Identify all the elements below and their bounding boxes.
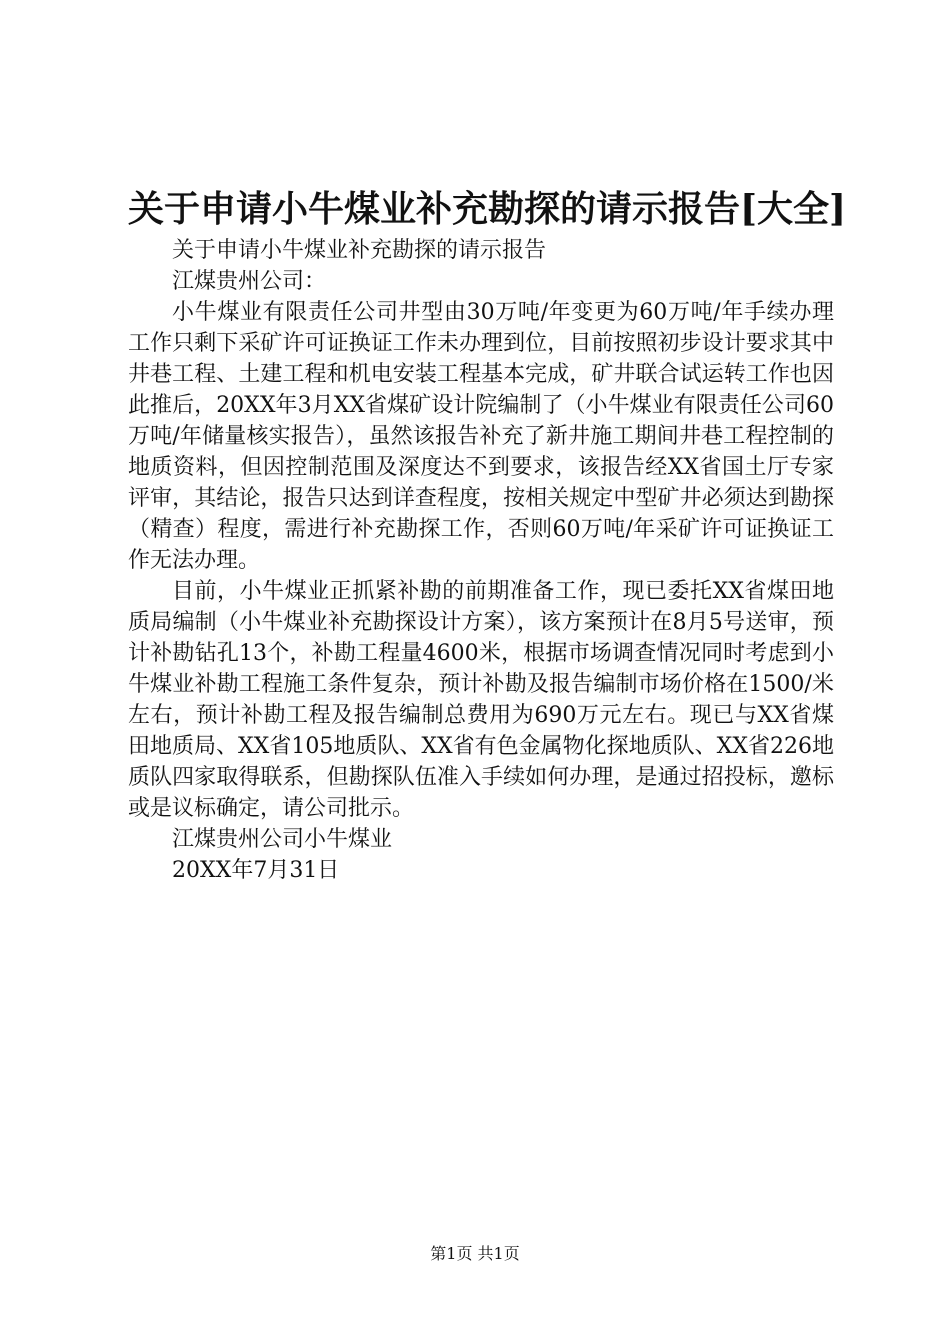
date: 20XX年7月31日 <box>172 858 340 883</box>
addressee: 江煤贵州公司： <box>172 269 327 294</box>
page-footer: 第1页 共1页 <box>430 1244 520 1263</box>
subtitle: 关于申请小牛煤业补充勘探的请示报告 <box>172 238 547 263</box>
document-title: 关于申请小牛煤业补充勘探的请示报告[大全] <box>128 188 847 230</box>
signature: 江煤贵州公司小牛煤业 <box>172 827 393 852</box>
body-paragraph-1: 小牛煤业有限责任公司井型由30万吨/年变更为60万吨/年手续办理工作只剩下采矿许可证换证工作未办理到位，目前按照初步设计要求其中井巷工程、土建工程和机电安装工程基本完成，矿井联合试运转工作也因此推后，20XX年3月XX省煤矿设计院编制了（小牛煤业有限责任公司60万吨/年储量核实报告），虽然该报告补充了新井施工期间井巷工程控制的地质资料，但因控制范围及深度达不到要求，该报告经XX省国土厅专家评审，其结论，报告只达到详查程度，按相关规定中型矿井必须达到勘探（精查）程度，需进行补充勘探工作，否则60万吨/年采矿许可证换证工作无法办理。 <box>128 300 834 573</box>
body-paragraph-2: 目前，小牛煤业正抓紧补勘的前期准备工作，现已委托XX省煤田地质局编制（小牛煤业补充勘探设计方案），该方案预计在8月5号送审，预计补勘钻孔13个，补勘工程量4600米，根据市场调查情况同时考虑到小牛煤业补勘工程施工条件复杂，预计补勘及报告编制市场价格在1500/米左右，预计补勘工程及报告编制总费用为690万元左右。现已与XX省煤田地质局、XX省105地质队、XX省有色金属物化探地质队、XX省226地质队四家取得联系，但勘探队伍准入手续如何办理，是通过招投标，邀标或是议标确定，请公司批示。 <box>128 579 834 821</box>
document-body <box>128 235 834 886</box>
